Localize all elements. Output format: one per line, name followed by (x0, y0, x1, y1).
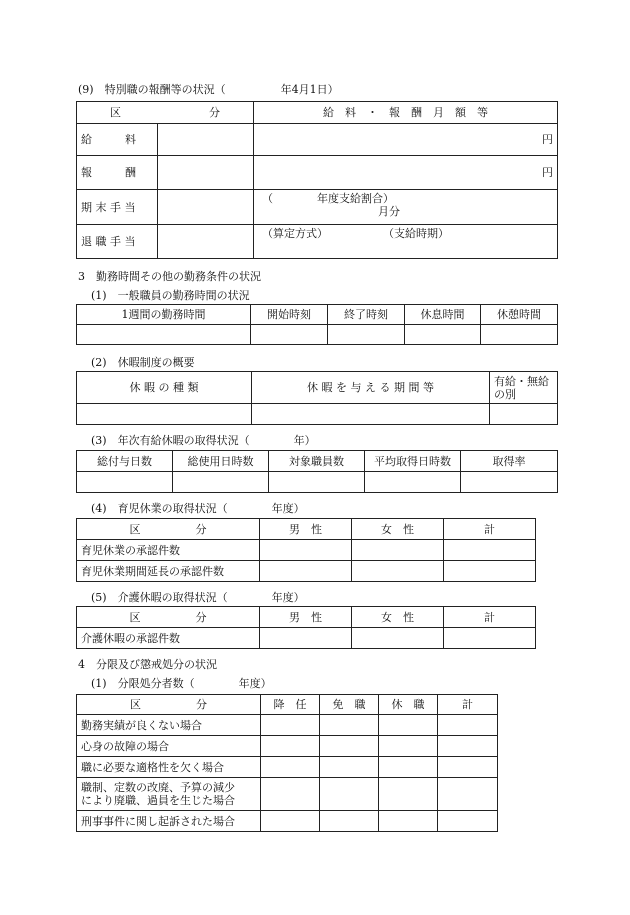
row-abolition: 職制、定数の改廃、予算の減少 により廃職、過員を生じた場合 (77, 778, 261, 811)
bonus-line2: 月分 (378, 205, 400, 218)
col-kubun: 区 分 (77, 519, 260, 540)
row-childcare-approved: 育児休業の承認件数 (77, 540, 260, 561)
col-break-time: 休憩時間 (481, 305, 558, 325)
col-target-staff: 対象職員数 (269, 451, 365, 472)
col-acquisition-rate: 取得率 (461, 451, 558, 472)
section-3-1-heading: (1) 一般職員の勤務時間の状況 (91, 289, 250, 302)
row-label-salary: 給 料 (77, 124, 158, 156)
disciplinary-table (76, 694, 498, 832)
col-total-used: 総使用日時数 (173, 451, 269, 472)
col-average-taken: 平均取得日時数 (365, 451, 461, 472)
col-total: 計 (444, 607, 536, 628)
col-male: 男 性 (260, 607, 352, 628)
col-dismissal: 免 職 (320, 695, 379, 715)
nursing-leave-table (76, 606, 536, 649)
retirement-line1: （算定方式） （支給時期） (262, 227, 449, 240)
row-value-salary: 円 (254, 124, 558, 156)
row-poor-performance: 勤務実績が良くない場合 (77, 715, 261, 736)
row-label-remuneration: 報 酬 (77, 156, 158, 190)
col-total: 計 (438, 695, 498, 715)
section-3-5-heading: (5) 介護休暇の取得状況（ 年度） (91, 591, 305, 604)
col-start-time: 開始時刻 (251, 305, 328, 325)
col-female: 女 性 (352, 519, 444, 540)
header-amount: 給 料 ・ 報 酬 月 額 等 (254, 102, 558, 124)
leave-system-table (76, 371, 558, 425)
row-value-remuneration: 円 (254, 156, 558, 190)
section-3-heading: 3 勤務時間その他の勤務条件の状況 (78, 270, 261, 283)
row-value-bonus (254, 190, 558, 225)
col-rest-time: 休息時間 (405, 305, 481, 325)
special-staff-pay-table (76, 101, 558, 259)
section-4-heading: 4 分限及び懲戒処分の状況 (78, 658, 217, 671)
col-demotion: 降 任 (261, 695, 320, 715)
header-kubun: 区 分 (77, 102, 254, 124)
bonus-line1: （ 年度支給割合） (262, 192, 394, 205)
col-weekly-hours: 1週間の勤務時間 (77, 305, 251, 325)
row-nursing-approved: 介護休暇の承認件数 (77, 628, 260, 649)
col-suspension: 休 職 (379, 695, 438, 715)
annual-leave-table (76, 450, 558, 493)
col-kubun: 区 分 (77, 607, 260, 628)
row-criminal-prosecution: 刑事事件に関し起訴された場合 (77, 811, 261, 832)
col-paid-unpaid: 有給・無給 の別 (490, 372, 558, 404)
col-female: 女 性 (352, 607, 444, 628)
col-leave-type: 休 暇 の 種 類 (77, 372, 252, 404)
col-kubun: 区 分 (77, 695, 261, 715)
section-9-heading: (9) 特別職の報酬等の状況（ 年4月1日） (78, 83, 339, 96)
section-4-1-heading: (1) 分限処分者数（ 年度） (91, 677, 272, 690)
col-leave-period: 休 暇 を 与 え る 期 間 等 (252, 372, 490, 404)
section-3-4-heading: (4) 育児休業の取得状況（ 年度） (91, 502, 305, 515)
col-male: 男 性 (260, 519, 352, 540)
section-3-3-heading: (3) 年次有給休暇の取得状況（ 年） (91, 434, 316, 447)
childcare-leave-table (76, 518, 536, 582)
row-unsuitable: 職に必要な適格性を欠く場合 (77, 757, 261, 778)
working-hours-table (76, 304, 558, 345)
row-label-retirement: 退 職 手 当 (77, 225, 158, 259)
col-total: 計 (444, 519, 536, 540)
section-3-2-heading: (2) 休暇制度の概要 (91, 356, 195, 369)
col-end-time: 終了時刻 (328, 305, 405, 325)
row-label-bonus: 期 末 手 当 (77, 190, 158, 225)
row-childcare-extension: 育児休業期間延長の承認件数 (77, 561, 260, 582)
col-total-granted: 総付与日数 (77, 451, 173, 472)
row-health: 心身の故障の場合 (77, 736, 261, 757)
row-value-retirement (254, 225, 558, 259)
